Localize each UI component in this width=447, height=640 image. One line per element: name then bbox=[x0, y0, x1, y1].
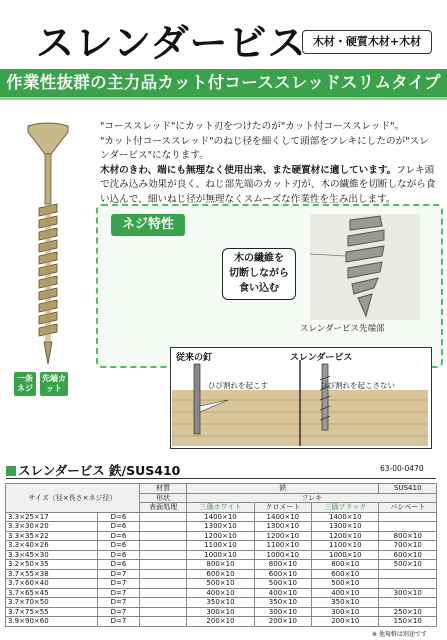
table-row bbox=[6, 598, 437, 608]
banner-underline bbox=[0, 97, 447, 100]
chromate-qty-cell: 350×10 bbox=[254, 598, 311, 608]
table-row bbox=[6, 512, 437, 522]
description-p1: "コーススレッド"にカット刃をつけたのが"カット付コーススレッド"。 bbox=[100, 121, 405, 132]
passivate-qty-cell: 600×10 bbox=[379, 550, 437, 560]
spec-table bbox=[5, 483, 437, 627]
size-cell: 3.3×35×22 bbox=[6, 531, 98, 541]
black-qty-cell: 1400×10 bbox=[312, 512, 379, 522]
white-qty-cell: 1000×10 bbox=[187, 550, 254, 560]
passivate-qty-cell: 700×10 bbox=[379, 541, 437, 551]
footnote: ※ 他規格は別途です bbox=[372, 631, 427, 638]
white-qty-cell: 300×10 bbox=[187, 607, 254, 617]
black-qty-cell: 200×10 bbox=[312, 617, 379, 627]
white-qty-cell: 200×10 bbox=[187, 617, 254, 627]
slender-screw-label: スレンダービス bbox=[290, 353, 353, 363]
material-header: 材質 bbox=[139, 484, 186, 494]
chromate-qty-cell: 500×10 bbox=[254, 579, 311, 589]
white-qty-cell: 600×10 bbox=[187, 569, 254, 579]
single-thread-tag: 一条ネジ bbox=[14, 372, 36, 396]
chromate-qty-cell: 300×10 bbox=[254, 607, 311, 617]
table-row bbox=[6, 569, 437, 579]
callout-line-1: 木の繊維を bbox=[234, 253, 284, 264]
black-qty-cell: 300×10 bbox=[312, 607, 379, 617]
no-crack-note: ひび割れを起こさない bbox=[320, 381, 395, 390]
screw-characteristic-tag: ネジ特性 bbox=[111, 214, 185, 236]
thread-diameter-cell: D=6 bbox=[98, 560, 140, 570]
callout-line-3: 食い込む bbox=[239, 283, 279, 294]
passivate-qty-cell: 250×10 bbox=[379, 607, 437, 617]
size-cell: 3.7×65×45 bbox=[6, 588, 98, 598]
thread-diameter-cell: D=7 bbox=[98, 598, 140, 608]
spec-section-title bbox=[6, 461, 180, 479]
black-qty-cell: 1100×10 bbox=[312, 541, 379, 551]
empty-cell bbox=[139, 550, 186, 560]
chromate-qty-cell: 1000×10 bbox=[254, 550, 311, 560]
empty-cell bbox=[139, 607, 186, 617]
passivate-qty-cell: 800×10 bbox=[379, 531, 437, 541]
thread-diameter-cell: D=6 bbox=[98, 531, 140, 541]
black-qty-cell: 1000×10 bbox=[312, 550, 379, 560]
table-row bbox=[6, 541, 437, 551]
white-qty-cell: 1100×10 bbox=[187, 541, 254, 551]
description-p3: フレキ頭で沈み込み効果が良く、ねじ部先端のカット刃が、木の繊維を切断しながら食い込んで、細いねじ径が無理なくスムーズな作業性を生み出します。 bbox=[100, 164, 436, 205]
black-qty-cell: 1200×10 bbox=[312, 531, 379, 541]
empty-cell bbox=[139, 598, 186, 608]
passivate-qty-cell bbox=[379, 598, 437, 608]
chromate-qty-cell: 600×10 bbox=[254, 569, 311, 579]
white-qty-cell: 1400×10 bbox=[187, 512, 254, 522]
table-row bbox=[6, 617, 437, 627]
white-qty-cell: 1200×10 bbox=[187, 531, 254, 541]
page-title: スレンダービス bbox=[36, 21, 307, 65]
size-cell: 3.3×30×20 bbox=[6, 522, 98, 532]
empty-cell bbox=[139, 512, 186, 522]
empty-cell bbox=[139, 522, 186, 532]
empty-cell bbox=[139, 588, 186, 598]
description-p2: "カット付コーススレッド"のねじ径を細くして頭部をフレキにしたのが"スレンダービス"になります。 bbox=[100, 135, 429, 161]
black-qty-cell: 800×10 bbox=[312, 560, 379, 570]
passivate-qty-cell: 150×10 bbox=[379, 617, 437, 627]
screw-illustration bbox=[18, 120, 78, 370]
thread-diameter-cell: D=7 bbox=[98, 579, 140, 589]
empty-cell bbox=[139, 569, 186, 579]
table-row bbox=[6, 550, 437, 560]
table-row bbox=[6, 607, 437, 617]
white-qty-cell: 400×10 bbox=[187, 588, 254, 598]
empty-cell bbox=[139, 617, 186, 627]
crack-note: ひび割れを起こす bbox=[208, 381, 268, 390]
passivate-qty-cell bbox=[379, 579, 437, 589]
size-cell: 3.3×45×30 bbox=[6, 550, 98, 560]
empty-cell bbox=[139, 541, 186, 551]
table-row bbox=[6, 531, 437, 541]
table-row bbox=[6, 579, 437, 589]
black-qty-cell: 500×10 bbox=[312, 579, 379, 589]
material-tag: 木材・硬質木材+木材 bbox=[302, 30, 432, 54]
section-marker-icon bbox=[6, 466, 16, 476]
black-qty-cell: 400×10 bbox=[312, 588, 379, 598]
finish-header: 表面処理 bbox=[139, 503, 186, 513]
chromate-qty-cell: 1400×10 bbox=[254, 512, 311, 522]
passivate-qty-cell: 300×10 bbox=[379, 588, 437, 598]
thread-diameter-cell: D=7 bbox=[98, 607, 140, 617]
size-cell: 3.9×90×60 bbox=[6, 617, 98, 627]
chromate-qty-cell: 1300×10 bbox=[254, 522, 311, 532]
chromate-header: クロメート bbox=[254, 503, 311, 513]
passivate-qty-cell: 500×10 bbox=[379, 560, 437, 570]
table-row bbox=[6, 522, 437, 532]
chromate-qty-cell: 400×10 bbox=[254, 588, 311, 598]
fiber-cut-callout bbox=[222, 248, 296, 300]
comparison-illustration bbox=[172, 360, 428, 446]
size-cell: 3.7×75×55 bbox=[6, 607, 98, 617]
header-row-material bbox=[6, 484, 437, 494]
thread-diameter-cell: D=7 bbox=[98, 569, 140, 579]
table-row bbox=[6, 560, 437, 570]
passivate-qty-cell bbox=[379, 522, 437, 532]
passivate-header: パシベート bbox=[379, 503, 437, 513]
iron-header: 鉄 bbox=[187, 484, 379, 494]
flex-header: フレキ bbox=[187, 493, 437, 503]
white-header: 三価ホワイト bbox=[187, 503, 254, 513]
thread-diameter-cell: D=6 bbox=[98, 512, 140, 522]
black-qty-cell: 350×10 bbox=[312, 598, 379, 608]
callout-line-2: 切断しながら bbox=[229, 268, 289, 279]
thread-diameter-cell: D=6 bbox=[98, 550, 140, 560]
size-cell: 3.7×55×38 bbox=[6, 569, 98, 579]
white-qty-cell: 350×10 bbox=[187, 598, 254, 608]
screw-tip-caption: スレンダービス先端部 bbox=[300, 324, 385, 334]
white-qty-cell: 800×10 bbox=[187, 560, 254, 570]
product-code: 63-00-0470 bbox=[380, 464, 424, 473]
passivate-qty-cell bbox=[379, 569, 437, 579]
white-qty-cell: 1300×10 bbox=[187, 522, 254, 532]
black-header: 三価ブラック bbox=[312, 503, 379, 513]
thread-diameter-cell: D=6 bbox=[98, 541, 140, 551]
shape-header: 形状 bbox=[139, 493, 186, 503]
size-cell: 3.7×70×50 bbox=[6, 598, 98, 608]
size-cell: 3.2×50×35 bbox=[6, 560, 98, 570]
thread-diameter-cell: D=6 bbox=[98, 522, 140, 532]
spec-section-title-text: スレンダービス 鉄/SUS410 bbox=[18, 463, 181, 478]
thread-diameter-cell: D=7 bbox=[98, 617, 140, 627]
description bbox=[100, 120, 436, 207]
thread-diameter-cell: D=7 bbox=[98, 588, 140, 598]
empty-cell bbox=[139, 560, 186, 570]
description-p3-bold: 木材のきわ、端にも無理なく使用出来、また硬質材に適しています。 bbox=[100, 164, 397, 176]
size-cell: 3.7×60×40 bbox=[6, 579, 98, 589]
chromate-qty-cell: 800×10 bbox=[254, 560, 311, 570]
empty-cell bbox=[139, 531, 186, 541]
conventional-nail-label: 従来の釘 bbox=[176, 353, 213, 363]
screw-tip-photo bbox=[310, 214, 420, 320]
size-header: サイズ（径×長さ×ネジ径） bbox=[6, 484, 140, 513]
size-cell: 3.3×40×26 bbox=[6, 541, 98, 551]
tip-cut-tag: 先端カット bbox=[40, 372, 68, 396]
table-row bbox=[6, 588, 437, 598]
chromate-qty-cell: 200×10 bbox=[254, 617, 311, 627]
chromate-qty-cell: 1200×10 bbox=[254, 531, 311, 541]
size-cell: 3.3×25×17 bbox=[6, 512, 98, 522]
sus-header: SUS410 bbox=[379, 484, 437, 494]
black-qty-cell: 600×10 bbox=[312, 569, 379, 579]
white-qty-cell: 500×10 bbox=[187, 579, 254, 589]
headline-banner: 作業性抜群の主力品カット付コーススレッドスリムタイプ bbox=[0, 69, 447, 97]
passivate-qty-cell bbox=[379, 512, 437, 522]
black-qty-cell: 1300×10 bbox=[312, 522, 379, 532]
empty-cell bbox=[139, 579, 186, 589]
chromate-qty-cell: 1100×10 bbox=[254, 541, 311, 551]
